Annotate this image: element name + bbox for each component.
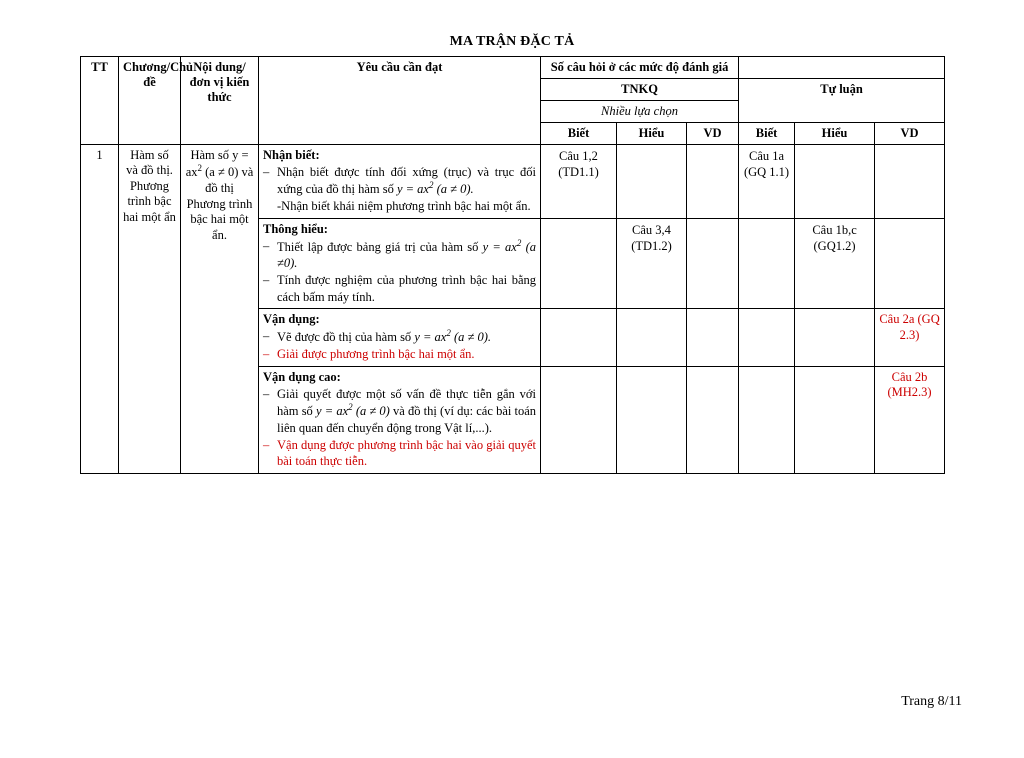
header-tu-luan: Tự luận xyxy=(739,78,945,122)
dash-marker: – xyxy=(263,329,270,344)
page-title: MA TRẬN ĐẶC TẢ xyxy=(449,34,575,49)
cell-vd-tnkq-van-dung-cao xyxy=(687,366,739,473)
cell-biet-tnkq-thong-hieu xyxy=(541,218,617,309)
cell-hieu-tnkq-thong-hieu: Câu 3,4 (TD1.2) xyxy=(617,218,687,309)
cell-hieu-tnkq-van-dung xyxy=(617,309,687,366)
cell-hieu-tu-luan-van-dung-cao xyxy=(795,366,875,473)
cell-noi-dung-value xyxy=(181,144,259,473)
header-tnkq: TNKQ xyxy=(541,78,739,100)
cell-biet-tu-luan-van-dung xyxy=(739,309,795,366)
cell-biet-tnkq-nhan-biet: Câu 1,2 (TD1.1) xyxy=(541,144,617,218)
header-biet-tu-luan: Biết xyxy=(739,122,795,144)
requirement-list-van-dung-cao xyxy=(263,386,536,470)
header-vd-tnkq: VD xyxy=(687,122,739,144)
cell-biet-tu-luan-thong-hieu xyxy=(739,218,795,309)
header-noi-dung: Nội dung/đơn vị kiến thức xyxy=(181,57,259,145)
level-title-nhan-biet: Nhận biết: xyxy=(263,147,320,162)
header-nhieu-lua-chon: Nhiều lựa chọn xyxy=(541,100,739,122)
list-item: – Giải quyết được một số vấn đề thực tiễn gắn với hàm số $y = ax^2$ (a ≠ 0) và đồ thị (ví dụ: các bài toán liên quan đến chuyển động trong Vật lí,...). xyxy=(263,386,537,435)
specification-matrix-table xyxy=(80,56,945,474)
cell-hieu-tu-luan-van-dung xyxy=(795,309,875,366)
list-item: – Nhận biết được tính đối xứng (trục) và trục đối xứng của đồ thị hàm số $y = ax^2$ (a ≠ 0). xyxy=(263,164,536,197)
dash-marker: – xyxy=(263,272,270,287)
cell-vd-tnkq-nhan-biet xyxy=(687,144,739,218)
header-so-cau-hoi: Số câu hỏi ở các mức độ đánh giá xyxy=(541,57,739,79)
noi-dung-part1: Hàm số y = ax xyxy=(185,147,249,180)
cell-hieu-tu-luan-nhan-biet xyxy=(795,144,875,218)
cell-biet-tu-luan-nhan-biet: Câu 1a (GQ 1.1) xyxy=(739,144,795,218)
cell-vd-tnkq-thong-hieu xyxy=(687,218,739,309)
cell-hieu-tnkq-van-dung-cao xyxy=(617,366,687,473)
cell-tt-value: 1 xyxy=(81,144,119,473)
list-item: – Thiết lập được bảng giá trị của hàm số $y = ax^2$ (a ≠0). xyxy=(263,237,536,271)
cell-biet-tnkq-van-dung-cao xyxy=(541,366,617,473)
level-title-van-dung-cao: Vận dụng cao: xyxy=(263,369,341,384)
table-row xyxy=(81,144,945,218)
cell-vd-tnkq-van-dung xyxy=(687,309,739,366)
dash-marker: – xyxy=(263,386,270,401)
cell-requirement-van-dung-cao xyxy=(259,366,541,473)
list-item: – Vẽ được đồ thị của hàm số $y = ax^2$ (a ≠ 0). xyxy=(263,328,492,345)
requirement-list-nhan-biet xyxy=(263,164,536,198)
noi-dung-exponent: 2 xyxy=(197,163,202,174)
page-footer: Trang 8/11 xyxy=(901,694,962,709)
requirement-extra-nhan-biet: -Nhận biết khái niệm phương trình bậc hai một ẩn. xyxy=(277,198,531,213)
dash-marker: – xyxy=(263,238,270,253)
dash-marker: – xyxy=(263,164,270,179)
cell-hieu-tnkq-nhan-biet xyxy=(617,144,687,218)
table-body xyxy=(81,144,945,473)
cell-vd-tu-luan-van-dung: Câu 2a (GQ 2.3) xyxy=(875,309,945,366)
level-title-van-dung: Vận dụng: xyxy=(263,312,320,327)
header-hieu-tnkq: Hiểu xyxy=(617,122,687,144)
level-title-thong-hieu: Thông hiểu: xyxy=(263,221,328,236)
cell-requirement-van-dung xyxy=(259,309,541,366)
cell-biet-tu-luan-van-dung-cao xyxy=(739,366,795,473)
noi-dung-part2: (a ≠ 0) và đồ thị xyxy=(202,165,254,195)
list-item: – Giải được phương trình bậc hai một ẩn. xyxy=(263,346,475,361)
dash-marker: – xyxy=(263,437,270,452)
cell-chuong-value: Hàm số và đồ thị. Phương trình bậc hai một ẩn xyxy=(119,144,181,473)
list-item: – Tính được nghiệm của phương trình bậc hai bằng cách bấm máy tính. xyxy=(263,272,536,304)
list-item: – Vận dụng được phương trình bậc hai vào giải quyết bài toán thực tiễn. xyxy=(263,437,536,469)
header-vd-tu-luan: VD xyxy=(875,122,945,144)
header-hieu-tu-luan: Hiểu xyxy=(795,122,875,144)
cell-hieu-tu-luan-thong-hieu: Câu 1b,c (GQ1.2) xyxy=(795,218,875,309)
header-row-1 xyxy=(81,57,945,79)
dash-marker: – xyxy=(263,346,270,361)
header-blank-top-right xyxy=(739,57,945,79)
cell-vd-tu-luan-van-dung-cao: Câu 2b (MH2.3) xyxy=(875,366,945,473)
cell-biet-tnkq-van-dung xyxy=(541,309,617,366)
header-yeu-cau-can-dat: Yêu cầu cần đạt xyxy=(259,57,541,145)
cell-vd-tu-luan-nhan-biet xyxy=(875,144,945,218)
header-tt: TT xyxy=(81,57,119,145)
cell-requirement-thong-hieu xyxy=(259,218,541,309)
cell-requirement-nhan-biet xyxy=(259,144,541,218)
cell-vd-tu-luan-thong-hieu xyxy=(875,218,945,309)
header-chuong-chu-de: Chương/Chủ đề xyxy=(119,57,181,145)
header-biet-tnkq: Biết xyxy=(541,122,617,144)
noi-dung-part3: Phương trình bậc hai một ẩn. xyxy=(186,196,253,242)
table-header xyxy=(81,57,945,145)
document-page xyxy=(0,34,1024,758)
requirement-list-van-dung xyxy=(263,328,536,362)
requirement-list-thong-hieu xyxy=(263,238,536,306)
